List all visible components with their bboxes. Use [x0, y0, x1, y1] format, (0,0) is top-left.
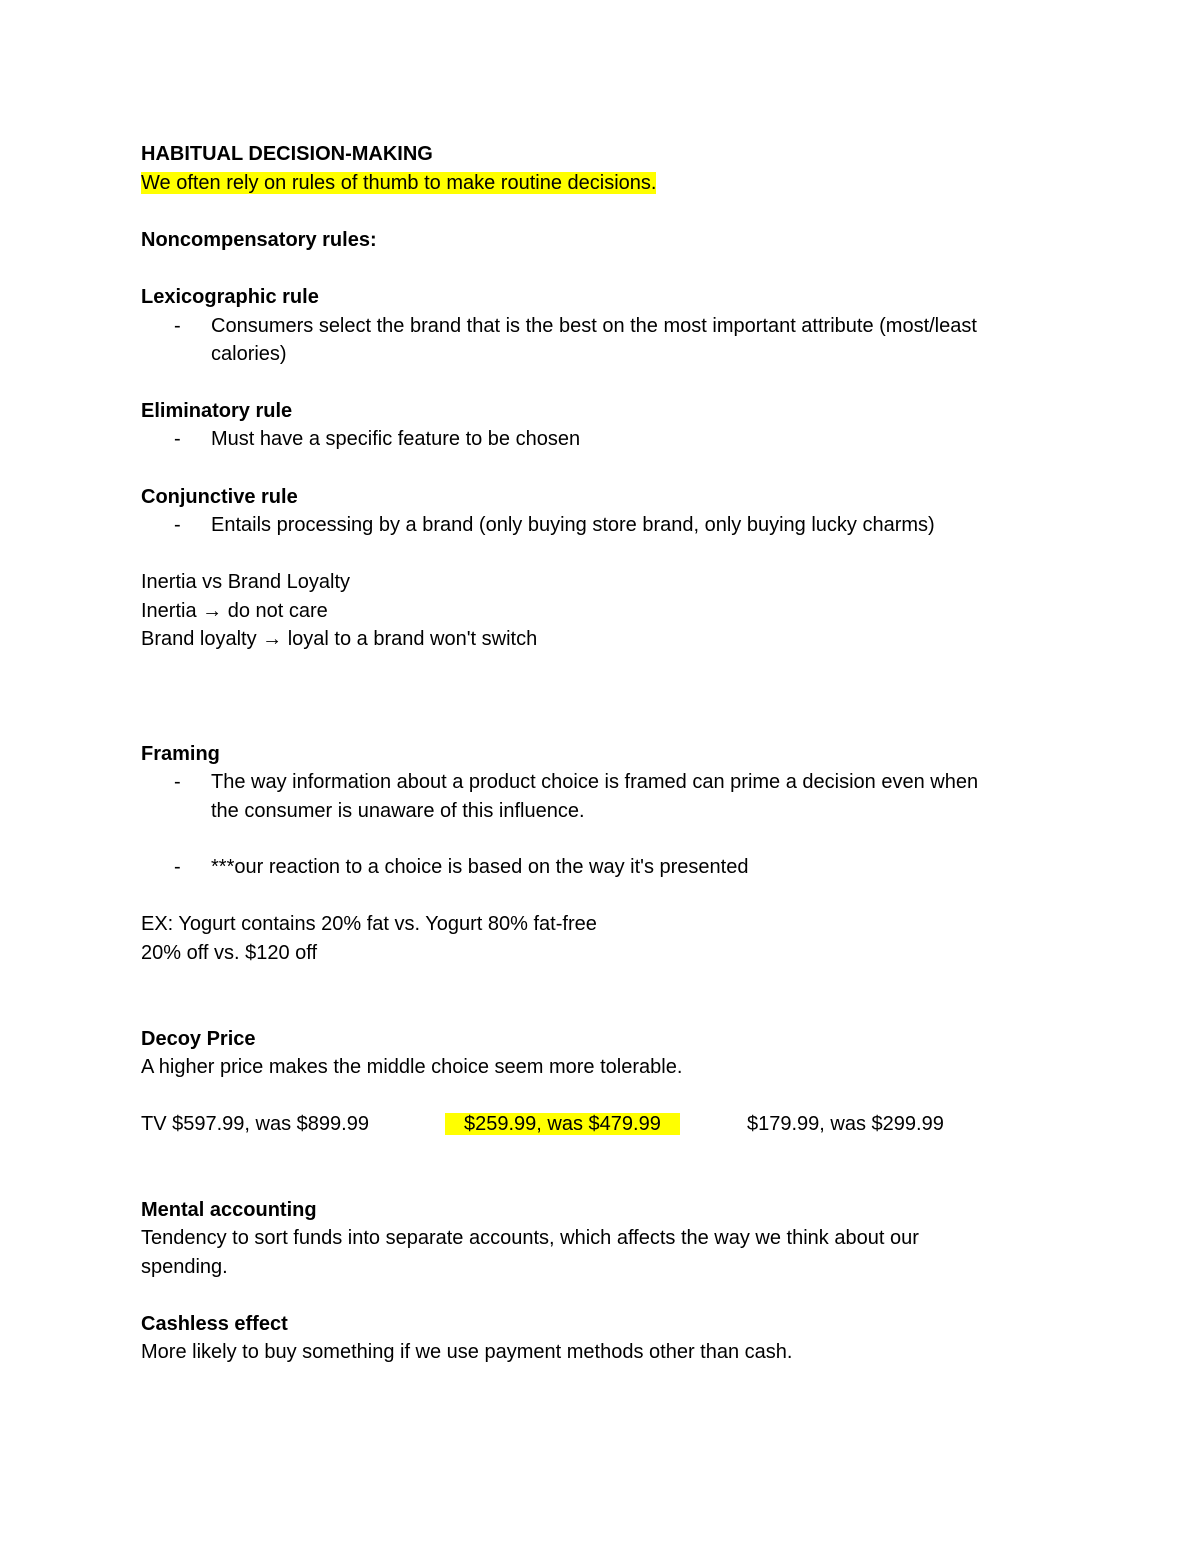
- framing-example2: 20% off vs. $120 off: [141, 942, 318, 964]
- decoy-price-high: TV $597.99, was $899.99: [141, 1113, 369, 1135]
- framing-bullet2: ***our reaction to a choice is based on the way it's presented: [211, 856, 749, 878]
- framing-bullet1-line2: the consumer is unaware of this influence.: [211, 800, 585, 822]
- noncompensatory-heading: Noncompensatory rules:: [141, 229, 377, 251]
- framing-heading: Framing: [141, 743, 220, 765]
- decoy-price-middle-highlighted: $259.99, was $479.99: [445, 1113, 680, 1135]
- decoy-description: A higher price makes the middle choice seem more tolerable.: [141, 1056, 683, 1078]
- eliminatory-bullet: Must have a specific feature to be chosen: [211, 428, 581, 450]
- framing-example1: EX: Yogurt contains 20% fat vs. Yogurt 80% fat-free: [141, 913, 597, 935]
- framing-bullet1-line1: The way information about a product choice is framed can prime a decision even when: [211, 771, 979, 793]
- cashless-heading: Cashless effect: [141, 1313, 288, 1335]
- mental-accounting-heading: Mental accounting: [141, 1199, 317, 1221]
- lexicographic-bullet-line2: calories): [211, 343, 287, 365]
- lexicographic-heading: Lexicographic rule: [141, 286, 319, 308]
- bullet-dash: -: [174, 315, 181, 337]
- mental-accounting-desc-line2: spending.: [141, 1256, 228, 1278]
- conjunctive-bullet: Entails processing by a brand (only buying store brand, only buying lucky charms): [211, 514, 935, 536]
- page-title: HABITUAL DECISION-MAKING: [141, 143, 433, 165]
- decoy-heading: Decoy Price: [141, 1028, 256, 1050]
- bullet-dash: -: [174, 514, 181, 536]
- cashless-description: More likely to buy something if we use payment methods other than cash.: [141, 1341, 793, 1363]
- inertia-line1: Inertia vs Brand Loyalty: [141, 571, 350, 593]
- bullet-dash: -: [174, 771, 181, 793]
- inertia-line2: Inertia → do not care: [141, 600, 328, 622]
- conjunctive-heading: Conjunctive rule: [141, 486, 298, 508]
- bullet-dash: -: [174, 856, 181, 878]
- inertia-line3: Brand loyalty → loyal to a brand won't switch: [141, 628, 538, 650]
- highlighted-subtitle: We often rely on rules of thumb to make routine decisions.: [141, 172, 657, 194]
- lexicographic-bullet-line1: Consumers select the brand that is the best on the most important attribute (most/least: [211, 315, 977, 337]
- decoy-price-low: $179.99, was $299.99: [747, 1113, 944, 1135]
- bullet-dash: -: [174, 428, 181, 450]
- eliminatory-heading: Eliminatory rule: [141, 400, 293, 422]
- mental-accounting-desc-line1: Tendency to sort funds into separate accounts, which affects the way we think about our: [141, 1227, 919, 1249]
